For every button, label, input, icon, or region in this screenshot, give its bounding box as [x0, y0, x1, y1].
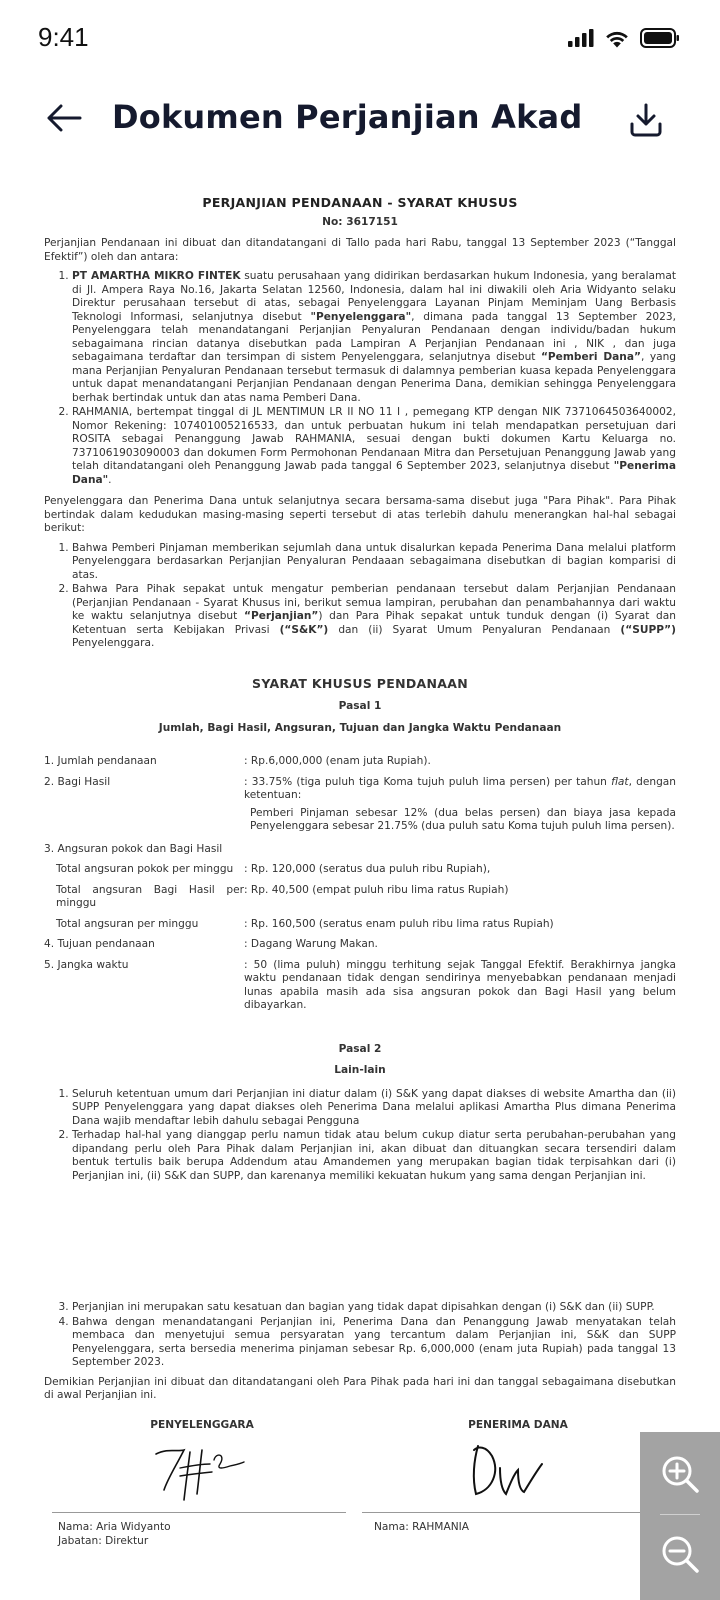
- recital-intro: Penyelenggara dan Penerima Dana untuk selanjutnya secara bersama-sama disebut juga "Para Pihak". Para Pihak bertindak dalam kedudukan masing-masing seperti tersebut di atas terlebih dahulu menerangkan hal-hal sebagai berikut:: [44, 495, 676, 534]
- list-item: 2. Terhadap hal-hal yang dianggap perlu namun tidak atau belum cukup diatur serta perubahan-perubahan yang dipandang perlu oleh Para Pihak dalam Perjanjian ini, akan dibuat dan dituangkan secara tersendiri dalam bentuk tertulis baik berupa Addendum atau Amandemen yang merupakan bagian tidak terpisahkan dari (i) Perjanjian ini, (ii) S&K dan SUPP, dan karenanya memiliki kekuatan hukum yang sama dengan Perjanjian ini.: [72, 1129, 676, 1183]
- table-row: 3. Angsuran pokok dan Bagi Hasil: [44, 842, 223, 855]
- signature-area: [44, 1438, 676, 1508]
- battery-icon: [640, 28, 680, 48]
- app-header: [0, 90, 720, 150]
- lain-lain-list-continued: [44, 1301, 676, 1370]
- signature-penyelenggara: [44, 1438, 360, 1508]
- list-item: 2. RAHMANIA, bertempat tinggal di JL MENTIMUN LR II NO 11 I , pemegang KTP dengan NIK 7371064503640002, Nomor Rekening: 107401005216533, dan untuk perbuatan hukum ini telah mendapatkan persetujuan dari ROSITA sebagai Penanggung Jawab RAHMANIA, sesuai dengan bukti dokumen Kartu Keluarga no. 7371061903090003 dan dokumen Form Permohonan Pendanaan Mitra dan Persetujuan Penanggung Jawab yang telah ditandatangani oleh Penanggung Jawab pada tanggal 6 September 2023, selanjutnya disebut "Penerima Dana".: [72, 406, 676, 487]
- parties-list: [44, 270, 676, 487]
- zoom-controls: [640, 1432, 720, 1600]
- zoom-out-button[interactable]: [658, 1532, 702, 1576]
- recitals-list: [44, 542, 676, 651]
- table-row: Total angsuran Bagi Hasil per minggu : Rp. 40,500 (empat puluh ribu lima ratus Rupiah): [56, 883, 509, 909]
- signature-line: [362, 1512, 656, 1513]
- list-item: 1. Seluruh ketentuan umum dari Perjanjian ini diatur dalam (i) S&K yang dapat diakses di website Amartha dan (ii) SUPP Penyelenggara yang dapat diakses oleh Penerima Dana melalui aplikasi Amartha Plus dimana Penerima Dana wajib mendaftar lebih dahulu sebagai Pengguna: [72, 1088, 676, 1129]
- list-item: 3. Perjanjian ini merupakan satu kesatuan dan bagian yang tidak dapat dipisahkan dengan (i) S&K dan (ii) SUPP.: [72, 1301, 676, 1315]
- cellular-signal-icon: [568, 29, 594, 47]
- document-title: PERJANJIAN PENDANAAN - SYARAT KHUSUS: [202, 195, 518, 210]
- pasal-heading: Pasal 1: [338, 700, 382, 712]
- table-row: 5. Jangka waktu : 50 (lima puluh) minggu terhitung sejak Tanggal Efektif. Berakhirnya jangka waktu pendanaan tidak dengan sendirinya menyebabkan pendanaan menjadi lunas apabila masih ada sisa angsuran pokok dan Bagi Hasil yang belum dibayarkan.: [44, 958, 676, 1011]
- table-row: 2. Bagi Hasil : 33.75% (tiga puluh tiga Koma tujuh puluh lima persen) per tahun flat, dengan ketentuan:: [44, 775, 676, 801]
- signer-details: [44, 1521, 676, 1548]
- signature-line: [52, 1512, 346, 1513]
- lain-lain-list: [44, 1088, 676, 1184]
- list-item: 1. Bahwa Pemberi Pinjaman memberikan sejumlah dana untuk disalurkan kepada Penerima Dana melalui platform Penyelenggara berdasarkan Perjanjian Penyaluran Pendaaan sebagaimana disebutkan di bagian komparisi di atas.: [72, 542, 676, 583]
- signature-penerima-dana: [360, 1438, 676, 1508]
- zoom-out-icon: [660, 1534, 700, 1574]
- table-row: 4. Tujuan pendanaan : Dagang Warung Makan.: [44, 938, 378, 950]
- arrow-left-icon: [46, 103, 82, 133]
- page-title: Dokumen Perjanjian Akad: [112, 98, 583, 136]
- pasal-subheading: Jumlah, Bagi Hasil, Angsuran, Tujuan dan Jangka Waktu Pendanaan: [158, 721, 562, 734]
- document-number: No: 3617151: [322, 215, 398, 228]
- signer-right-heading: PENERIMA DANA: [468, 1418, 568, 1431]
- signer-left-title: Jabatan: Direktur: [58, 1534, 149, 1547]
- list-item: 4. Bahwa dengan menandatangani Perjanjian ini, Penerima Dana dan Penanggung Jawab menyatakan telah membaca dan menyetujui semua persyaratan yang tercantum dalam Perjanjian ini, S&K dan SUPP Penyelenggara, serta bersedia menerima pinjaman sebesar Rp. 6,000,000 (enam juta Rupiah) pada tanggal 13 September 2023.: [72, 1316, 676, 1370]
- list-item: 2. Bahwa Para Pihak sepakat untuk mengatur pemberian pendanaan tersebut dalam Perjanjian Pendanaan (Perjanjian Pendanaan - Syarat Khusus ini, berikut semua lampiran, perubahan dan penambahannya dari waktu ke waktu selanjutnya disebut “Perjanjian”) dan Para Pihak sepakat untuk tunduk dengan (i) Syarat dan Ketentuan serta Kebijakan Privasi (“S&K”) dan (ii) Syarat Umum Penyaluran Pendanaan (“SUPP”) Penyelenggara.: [72, 583, 676, 651]
- pasal-heading: Pasal 2: [338, 1042, 382, 1055]
- wifi-icon: [604, 29, 630, 48]
- download-button[interactable]: [624, 98, 668, 142]
- signature-lines: [44, 1512, 676, 1513]
- closing-paragraph: Demikian Perjanjian ini dibuat dan ditandatangani oleh Para Pihak pada hari ini dan tanggal sebagaimana disebutkan di awal Perjanjian ini.: [44, 1375, 676, 1401]
- zoom-in-button[interactable]: [658, 1452, 702, 1496]
- signer-left-name: Nama: Aria Widyanto: [58, 1521, 171, 1533]
- table-row: Pemberi Pinjaman sebesar 12% (dua belas persen) dan biaya jasa kepada Penyelenggara sebesar 21.75% (dua puluh satu Koma tujuh puluh lima persen).: [250, 806, 676, 832]
- table-row: Total angsuran pokok per minggu : Rp. 120,000 (seratus dua puluh ribu Rupiah),: [56, 863, 491, 875]
- zoom-in-icon: [660, 1454, 700, 1494]
- signer-left-heading: PENYELENGGARA: [150, 1418, 254, 1431]
- download-icon: [628, 102, 664, 138]
- section-title: SYARAT KHUSUS PENDANAAN: [252, 675, 468, 691]
- pasal-subheading: Lain-lain: [334, 1064, 386, 1076]
- status-time: 9:41: [38, 22, 89, 52]
- terms-table: [44, 755, 676, 1013]
- agreement-document: [44, 196, 676, 1548]
- table-row: 1. Jumlah pendanaan : Rp.6,000,000 (enam juta Rupiah).: [44, 755, 431, 767]
- list-item: 1. PT AMARTHA MIKRO FINTEK suatu perusahaan yang didirikan berdasarkan hukum Indonesia, yang beralamat di Jl. Ampera Raya No.16, Jakarta Selatan 12560, Indonesia, dalam hal ini diwakili oleh Aria Widyanto selaku Direktur perusahaan tersebut di atas, sebagai Penyelenggara Layanan Pinjam Meminjam Uang Berbasis Teknologi Informasi, selanjutnya disebut "Penyelenggara", dimana pada tanggal 13 September 2023, Penyelenggara telah menandatangani Perjanjian Penyaluran Pendanaan dengan individu/badan hukum sebagaimana rincian datanya disebutkan pada Lampiran A Perjanjian Pendanaan ini , NIK , dan juga sebagaimana terdaftar dan tersimpan di sistem Penyelenggara, selanjutnya disebut “Pemberi Dana”, yang mana Perjanjian Penyaluran Pendanaan tersebut termasuk di dalamnya pemberian kuasa kepada Penyelenggara untuk dapat menandatangani Perjanjian Pendanaan dengan Penerima Dana, demikian sehingga Penyelenggara berhak bertindak untuk dan atas nama Pemberi Dana.: [72, 270, 676, 405]
- intro-paragraph: Perjanjian Pendanaan ini dibuat dan ditandatangani di Tallo pada hari Rabu, tanggal 13 September 2023 (“Tanggal Efektif”) oleh dan antara:: [44, 237, 676, 263]
- table-row: Total angsuran per minggu : Rp. 160,500 (seratus enam puluh ribu lima ratus Rupiah): [56, 917, 554, 930]
- back-button[interactable]: [42, 96, 86, 140]
- signer-right-name: Nama: RAHMANIA: [374, 1521, 469, 1533]
- signature-headings: [44, 1419, 676, 1433]
- status-icons: [568, 28, 680, 48]
- zoom-divider: [660, 1514, 700, 1515]
- status-bar: [0, 0, 720, 80]
